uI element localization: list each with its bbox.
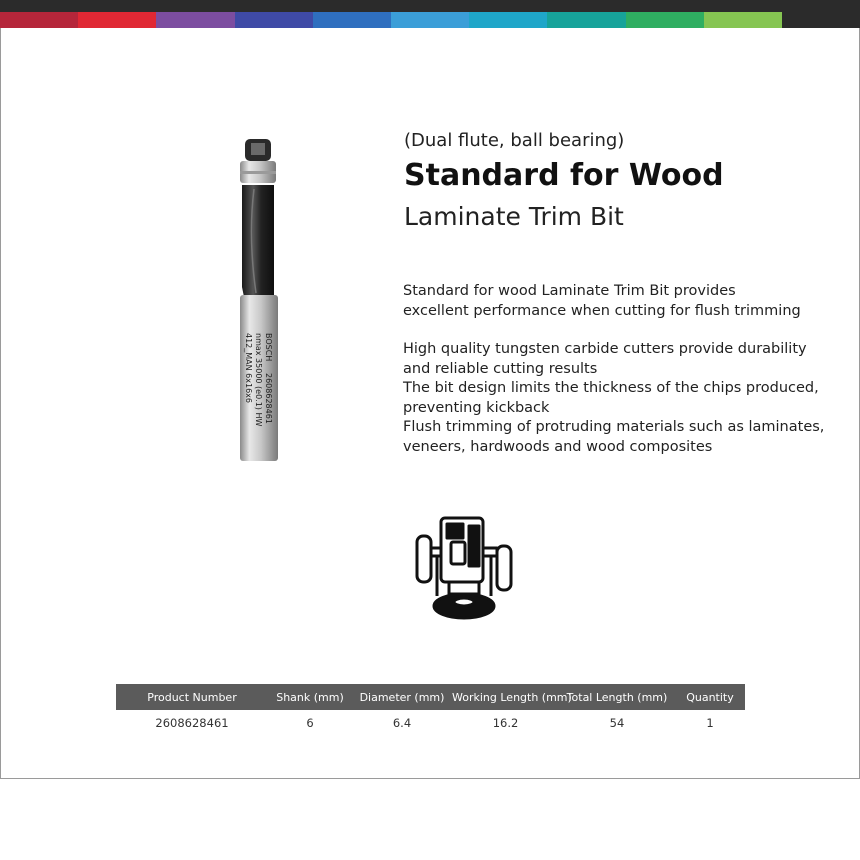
- left-handle: [417, 536, 431, 582]
- bit-marking-1: 2608628461: [264, 373, 273, 424]
- color-strip-segment: [0, 12, 78, 28]
- header-working-length: Working Length (mm): [452, 690, 572, 704]
- bit-marking-2: nmax 35000 (e0.1) HW: [254, 333, 263, 427]
- color-strip-segment: [547, 12, 625, 28]
- cell-total-length: 54: [609, 716, 625, 730]
- product-subtitle: (Dual flute, ball bearing): [404, 130, 625, 151]
- cell-product-number: 2608628461: [155, 716, 229, 730]
- header-product-number: Product Number: [147, 690, 237, 704]
- flute-body: [242, 185, 274, 297]
- color-strip-segment: [469, 12, 547, 28]
- router-machine-icon: [413, 512, 515, 622]
- color-strip-segment: [313, 12, 391, 28]
- color-strip-segment: [704, 12, 782, 28]
- cell-working-length: 16.2: [492, 716, 519, 730]
- spec-table: [116, 684, 745, 736]
- spec-table-header: [116, 684, 745, 710]
- table-row: [116, 710, 745, 736]
- color-strip-segment: [156, 12, 234, 28]
- feature-line: High quality tungsten carbide cutters provide durability: [403, 341, 807, 357]
- brand-color-strip: [0, 12, 860, 28]
- header-quantity: Quantity: [686, 690, 734, 704]
- intro-paragraph: [403, 282, 801, 321]
- color-strip-segment: [235, 12, 313, 28]
- header-shank: Shank (mm): [276, 690, 344, 704]
- header-total-length: Total Length (mm): [566, 690, 668, 704]
- product-title: Standard for Wood: [404, 158, 724, 193]
- feature-line: The bit design limits the thickness of the chips produced,: [403, 380, 819, 396]
- color-strip-segment: [391, 12, 469, 28]
- cell-diameter: 6.4: [392, 716, 412, 730]
- product-name: Laminate Trim Bit: [404, 202, 624, 231]
- intro-line: Standard for wood Laminate Trim Bit provides: [403, 283, 736, 299]
- bit-brand: BOSCH: [264, 333, 273, 362]
- color-strip-segment: [782, 12, 860, 28]
- router-bit-image: [226, 137, 292, 467]
- bit-marking-3: 412_MAN 6x16x6: [244, 333, 253, 403]
- feature-line: and reliable cutting results: [403, 360, 598, 377]
- color-strip-segment: [78, 12, 156, 28]
- right-handle: [497, 546, 511, 590]
- intro-line: excellent performance when cutting for flush trimming: [403, 302, 801, 319]
- cell-quantity: 1: [706, 716, 714, 730]
- cell-shank: 6: [306, 716, 314, 730]
- color-strip-segment: [626, 12, 704, 28]
- top-dark-bar: [0, 0, 860, 12]
- feature-line: veneers, hardwoods and wood composites: [403, 438, 713, 455]
- features-paragraph: [403, 340, 824, 457]
- feature-line: Flush trimming of protruding materials such as laminates,: [403, 419, 825, 435]
- feature-line: preventing kickback: [403, 399, 550, 416]
- header-diameter: Diameter (mm): [359, 690, 445, 704]
